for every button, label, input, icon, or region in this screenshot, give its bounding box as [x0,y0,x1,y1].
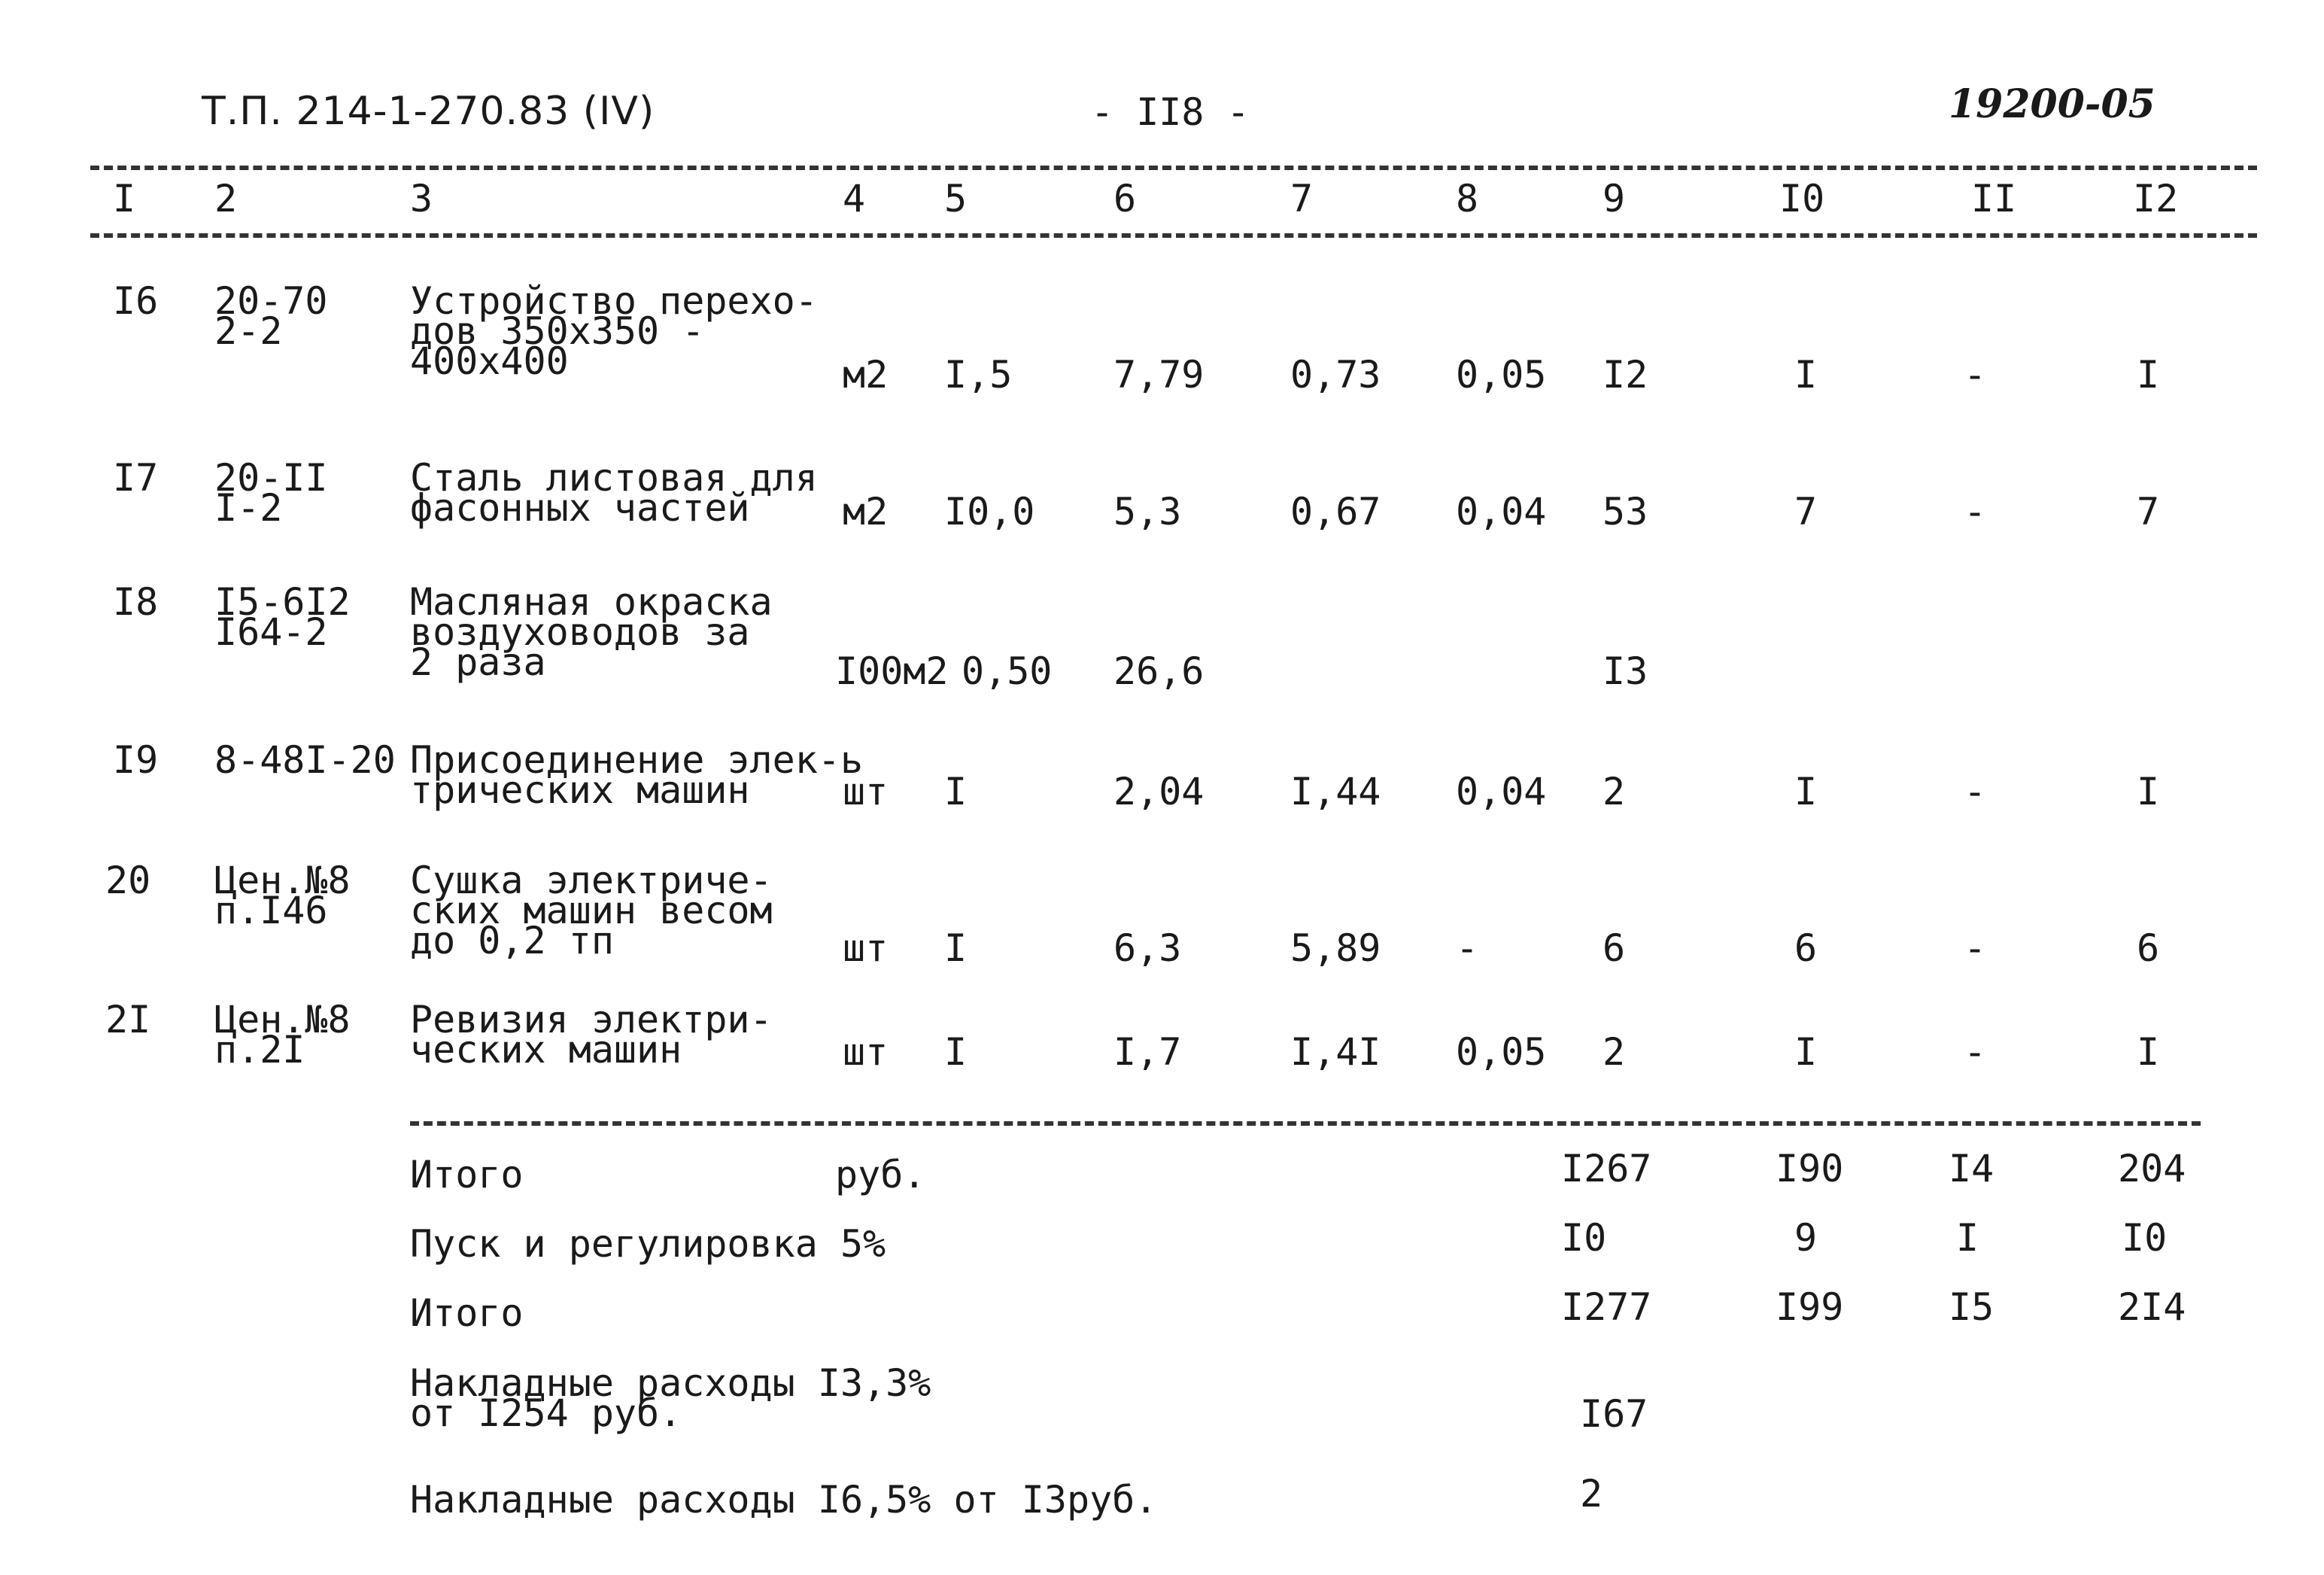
column-header: 8 [1456,177,1479,220]
cell-col10: I [1794,353,1818,397]
cell-col9: 2 [1602,770,1626,813]
cell-col11: - [1964,770,1987,813]
column-header: 9 [1602,177,1626,220]
cell-col12: I [2137,1030,2160,1074]
price-code: Цен.№8 п.I46 [214,859,351,932]
cell-col6: 6,3 [1113,926,1182,970]
total-col12: I0 [2122,1216,2168,1260]
cell-col12: 6 [2137,926,2160,970]
price-code: Цен.№8 п.2I [214,998,351,1072]
cell-col7: I,4I [1290,1030,1381,1074]
totals-rule [410,1121,2201,1126]
column-header: I2 [2133,177,2179,220]
column-header: 6 [1113,177,1137,220]
cell-col9: I2 [1602,353,1648,397]
totals-label: Итого [410,1291,524,1335]
cell-col9: 53 [1602,490,1648,534]
row-number: 2I [105,998,151,1041]
quantity: I,5 [944,353,1013,397]
work-name: Присоединение элек-ь трических машин [410,738,864,812]
total-col9: I277 [1561,1285,1652,1329]
quantity: I [944,1030,968,1074]
header-top-rule [90,166,2257,170]
price-code: 20-70 2-2 [214,279,328,353]
totals-label: Итого [410,1153,524,1196]
page-number: - II8 - [1091,90,1250,134]
cell-col9: I3 [1602,649,1648,693]
column-header: 5 [944,177,968,220]
totals-label: Пуск и регулировка 5% [410,1222,886,1266]
cell-col11: - [1964,353,1987,397]
row-number: I7 [113,456,159,500]
work-name: Сушка электриче- ских машин весом до 0,2 тп [410,859,773,962]
total-col11: I5 [1949,1285,1994,1329]
total-col9: 2 [1580,1472,1603,1516]
cell-col11: - [1964,926,1987,970]
work-name: Устройство перехо- дов 350х350 - 400х400 [410,279,818,383]
cell-col8: 0,05 [1456,1030,1547,1074]
total-col12: 204 [2118,1147,2186,1190]
cell-col11: - [1964,490,1987,534]
quantity: I [944,770,968,813]
cell-col7: 0,73 [1290,353,1381,397]
cell-col7: I,44 [1290,770,1381,813]
unit: шт [843,1030,889,1074]
cell-col10: I [1794,1030,1818,1074]
price-code: 8-48I-20 [214,738,396,782]
total-col10: I99 [1776,1285,1844,1329]
work-name: Ревизия электри- ческих машин [410,998,773,1072]
work-name: Сталь листовая для фасонных частей [410,456,818,530]
cell-col12: 7 [2137,490,2160,534]
cell-col12: I [2137,353,2160,397]
column-header: 4 [843,177,866,220]
cell-col8: 0,04 [1456,490,1547,534]
unit: шт [843,926,889,970]
column-header: II [1971,177,2017,220]
cell-col10: 6 [1794,926,1818,970]
totals-label: Накладные расходы I6,5% от I3руб. [410,1478,1158,1522]
quantity: I0,0 [944,490,1035,534]
row-number: 20 [105,859,151,902]
work-name: Масляная окраска воздуховодов за 2 раза [410,580,773,684]
price-code: I5-6I2 I64-2 [214,580,351,654]
column-header: 7 [1290,177,1314,220]
total-col10: I90 [1776,1147,1844,1190]
unit: шт [843,770,889,813]
totals-unit: руб. [835,1153,926,1196]
cell-col6: 2,04 [1113,770,1205,813]
cell-col10: I [1794,770,1818,813]
cell-col11: - [1964,1030,1987,1074]
quantity: I [944,926,968,970]
cell-col8: - [1456,926,1479,970]
row-number: I8 [113,580,159,624]
column-header: 3 [410,177,433,220]
cell-col12: I [2137,770,2160,813]
row-number: I6 [113,279,159,323]
total-col9: I267 [1561,1147,1652,1190]
archive-number: 19200-05 [1949,81,2155,127]
total-col9: I0 [1561,1216,1607,1260]
price-code: 20-II I-2 [214,456,328,530]
header-bottom-rule [90,233,2257,238]
column-header: 2 [214,177,238,220]
unit: м2 [843,490,889,534]
cell-col6: 7,79 [1113,353,1205,397]
column-header: I0 [1779,177,1825,220]
unit: I00м2 [835,649,949,693]
cell-col9: 2 [1602,1030,1626,1074]
column-header: I [113,177,136,220]
quantity: 0,50 [961,649,1053,693]
row-number: I9 [113,738,159,782]
total-col11: I4 [1949,1147,1994,1190]
totals-label: Накладные расходы I3,3% от I254 руб. [410,1361,931,1435]
cell-col7: 5,89 [1290,926,1381,970]
cell-col9: 6 [1602,926,1626,970]
cell-col6: 26,6 [1113,649,1205,693]
document-code: Т.П. 214-1-270.83 (IV) [202,89,655,134]
total-col11: I [1956,1216,1979,1260]
cell-col8: 0,05 [1456,353,1547,397]
cell-col6: I,7 [1113,1030,1182,1074]
cell-col7: 0,67 [1290,490,1381,534]
cell-col8: 0,04 [1456,770,1547,813]
total-col12: 2I4 [2118,1285,2186,1329]
cell-col6: 5,3 [1113,490,1182,534]
cell-col10: 7 [1794,490,1818,534]
total-col9: I67 [1580,1392,1648,1436]
total-col10: 9 [1794,1216,1818,1260]
unit: м2 [843,353,889,397]
